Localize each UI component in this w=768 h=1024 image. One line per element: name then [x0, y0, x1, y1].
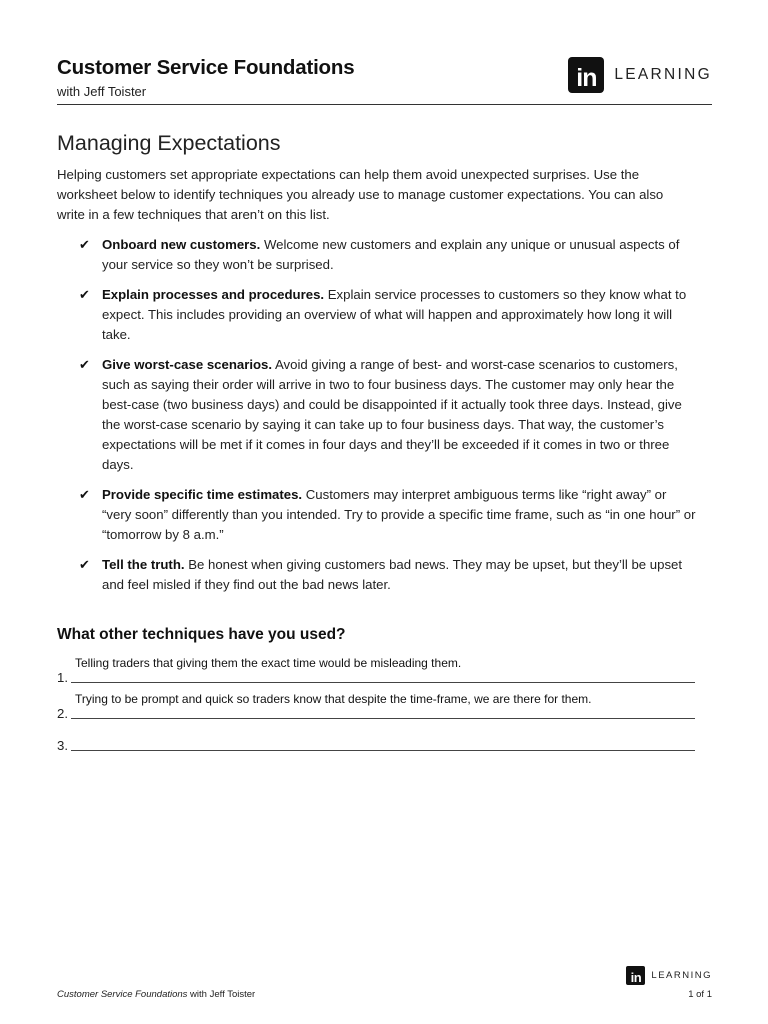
- intro-paragraph: Helping customers set appropriate expectations can help them avoid unexpected surprises. Use the worksheet below to identify techniques you already use to manage customer expectations. You can also write in a few techniques that aren’t on this list.: [57, 167, 664, 222]
- page-header: [57, 56, 712, 105]
- linkedin-icon: in: [626, 966, 645, 985]
- learning-wordmark: LEARNING: [614, 66, 712, 83]
- footer-course-credit: [57, 989, 255, 1000]
- answer-field-3[interactable]: [71, 728, 695, 751]
- footer-course-title: Customer Service Foundations: [57, 989, 188, 1000]
- technique-title: Onboard new customers.: [102, 237, 261, 252]
- answer-number: 1.: [57, 670, 68, 685]
- technique-item: [57, 485, 698, 545]
- technique-description: Customers may interpret ambiguous terms like “right away” or “very soon” differently than you intended. Try to provide a specific time frame, such as “in one hour” or “tomorrow by 8 a.m.”: [102, 487, 696, 542]
- linkedin-learning-logo: [568, 56, 712, 94]
- learning-wordmark: LEARNING: [651, 970, 712, 981]
- technique-item: [57, 355, 698, 475]
- section-title: Managing Expectations: [57, 131, 281, 155]
- worksheet-page: [57, 0, 712, 1024]
- technique-description: Be honest when giving customers bad news. They may be upset, but they’ll be upset and feel misled if they find out the bad news later.: [102, 557, 683, 592]
- technique-title: Explain processes and procedures.: [102, 287, 325, 302]
- page-number: 1 of 1: [688, 989, 712, 1000]
- answer-row-3: [57, 729, 695, 751]
- technique-description: Explain service processes to customers so they know what to expect. This includes providing an overview of what will happen and approximately how long it will take.: [102, 287, 687, 342]
- checkmark-icon: ✔: [79, 237, 90, 252]
- answer-field-1[interactable]: [71, 656, 695, 683]
- answer-number: 2.: [57, 706, 68, 721]
- answer-row-2: [57, 692, 695, 721]
- footer-linkedin-learning-logo: [626, 966, 712, 985]
- course-author: with Jeff Toister: [57, 84, 147, 99]
- course-title: Customer Service Foundations: [57, 56, 355, 79]
- technique-title: Give worst-case scenarios.: [102, 357, 273, 372]
- technique-item: [57, 285, 698, 345]
- answer-text: Trying to be prompt and quick so traders know that despite the time-frame, we are there for them.: [75, 692, 592, 706]
- technique-item: [57, 235, 698, 275]
- answer-field-2[interactable]: [71, 692, 695, 719]
- linkedin-icon: in: [568, 57, 604, 93]
- checkmark-icon: ✔: [79, 487, 90, 502]
- technique-title: Provide specific time estimates.: [102, 487, 303, 502]
- question-heading: What other techniques have you used?: [57, 626, 346, 643]
- answer-row-1: [57, 656, 695, 685]
- technique-description: Avoid giving a range of best- and worst-case scenarios to customers, such as saying their order will arrive in two to four business days. The customer may only hear the best-case (two business days) and could be disappointed if it actually took three days. Instead, give the worst-case scenario by saying it can take up to four business days. That way, the customer’s expectations will be met if it comes in four days and they’ll be exceeded if it comes in two or three days.: [102, 357, 682, 472]
- answer-number: 3.: [57, 738, 68, 753]
- answer-text: Telling traders that giving them the exact time would be misleading them.: [75, 656, 462, 670]
- footer-course-author: with Jeff Toister: [187, 989, 256, 1000]
- technique-title: Tell the truth.: [102, 557, 185, 572]
- checkmark-icon: ✔: [79, 557, 90, 572]
- technique-description: Welcome new customers and explain any unique or unusual aspects of your service so they won’t be surprised.: [102, 237, 680, 272]
- checkmark-icon: ✔: [79, 357, 90, 372]
- checkmark-icon: ✔: [79, 287, 90, 302]
- technique-item: [57, 555, 698, 595]
- technique-list: [57, 235, 712, 605]
